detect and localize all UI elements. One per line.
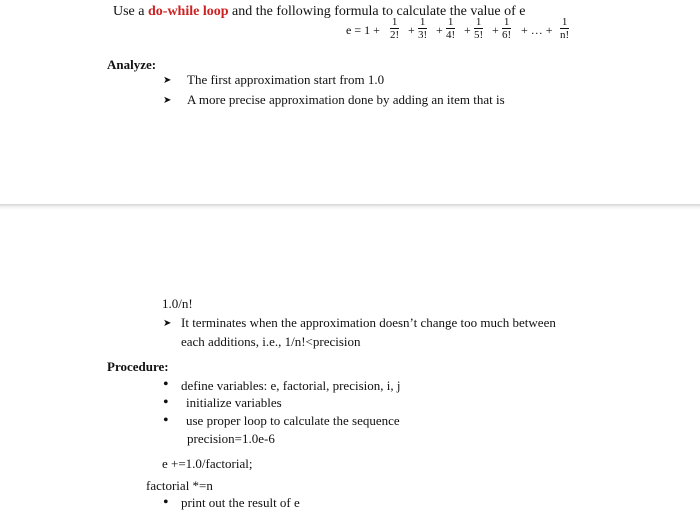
arrowhead-icon: ➤ [163, 318, 172, 329]
precision-line: precision=1.0e-6 [187, 431, 275, 446]
fraction-5: $\frac{1}{5!}$ [474, 16, 484, 41]
procedure-item-2: initialize variables [186, 395, 282, 410]
terminate-line-2: each additions, i.e., 1/n!<precision [181, 334, 361, 349]
fraction-2: $\frac{1}{2!}$ [390, 16, 400, 41]
fraction-n: $\frac{1}{n!}$ [560, 16, 570, 41]
analyze-item-2: A more precise approximation done by adding an item that is [187, 92, 505, 107]
intro-post: and the following formula to calculate the value of e [228, 4, 526, 19]
intro-keyword: do-while loop [148, 4, 229, 19]
procedure-item-1: define variables: e, factorial, precision, i, j [181, 378, 401, 393]
dot-bullet-icon: • [163, 394, 169, 411]
dot-bullet-icon: • [163, 494, 169, 511]
terminate-line-1: It terminates when the approximation doesn’t change too much between [181, 315, 556, 330]
analyze-item-1: The first approximation start from 1.0 [187, 72, 385, 87]
fraction-6: $\frac{1}{6!}$ [502, 16, 512, 41]
formula-plus: + [408, 23, 415, 37]
procedure-item-3: use proper loop to calculate the sequence [186, 413, 400, 428]
arrowhead-icon: ➤ [163, 95, 172, 106]
formula-lhs: e = 1 + [346, 23, 380, 37]
code-e-line: e +=1.0/factorial; [162, 456, 253, 471]
term-text: 1.0/n! [162, 296, 193, 311]
intro-text [113, 4, 526, 20]
analyze-heading: Analyze: [107, 57, 157, 72]
dot-bullet-icon: • [163, 412, 169, 429]
formula-plus: + [492, 23, 499, 37]
procedure-last-item: print out the result of e [181, 495, 300, 510]
formula-plus: + [464, 23, 471, 37]
fraction-3: $\frac{1}{3!}$ [418, 16, 428, 41]
code-factorial-line: factorial *=n [146, 478, 213, 493]
page-divider [0, 204, 700, 210]
fraction-4: $\frac{1}{4!}$ [446, 16, 456, 41]
formula-plus: + [436, 23, 443, 37]
intro-pre: Use a [113, 4, 148, 19]
formula-ellipsis: + … + [521, 23, 553, 37]
dot-bullet-icon: • [163, 376, 169, 393]
procedure-heading: Procedure: [107, 359, 169, 374]
arrowhead-icon: ➤ [163, 75, 172, 86]
